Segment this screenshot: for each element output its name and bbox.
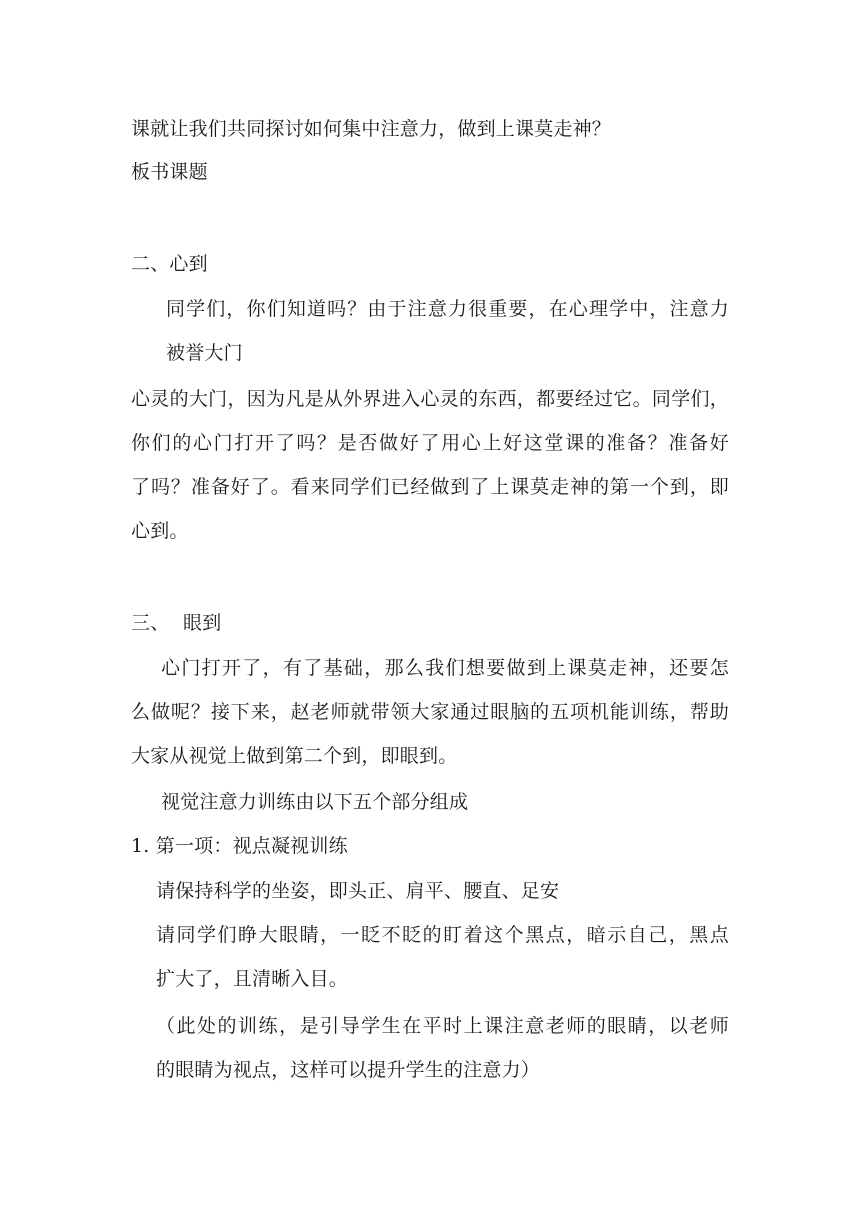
section-3-paragraph-1-line-2: 么做呢？接下来，赵老师就带领大家通过眼脑的五项机能训练，帮助	[131, 701, 729, 723]
section-2-paragraph-2-line-3: 了吗？准备好了。看来同学们已经做到了上课莫走神的第一个到，即	[131, 476, 729, 498]
training-item-1-line-4: （此处的训练，是引导学生在平时上课注意老师的眼睛，以老师	[156, 1015, 729, 1037]
training-item-1-line-3: 扩大了，且清晰入目。	[156, 968, 349, 990]
section-2-paragraph-2-line-2: 你们的心门打开了吗？是否做好了用心上好这堂课的准备？准备好	[131, 432, 729, 454]
section-2-paragraph-1-line-2: 被誉大门	[166, 342, 243, 364]
training-item-1-line-5: 的眼睛为视点，这样可以提升学生的注意力）	[156, 1059, 541, 1081]
section-2-paragraph-2-line-4: 心到。	[131, 520, 189, 542]
section-2-heading: 二、心到	[131, 253, 208, 275]
section-3-paragraph-1-line-3: 大家从视觉上做到第二个到，即眼到。	[131, 745, 458, 767]
training-item-1-title: 1. 第一项：视点凝视训练	[131, 835, 348, 857]
section-3-heading-number: 三、	[131, 612, 170, 634]
intro-line-2: 板书课题	[131, 161, 208, 183]
section-3-heading: 眼到	[183, 612, 222, 634]
intro-line-1: 课就让我们共同探讨如何集中注意力，做到上课莫走神？	[131, 118, 612, 140]
section-2-paragraph-2-line-1: 心灵的大门，因为凡是从外界进入心灵的东西，都要经过它。同学们，	[131, 388, 729, 410]
training-item-1-line-1: 请保持科学的坐姿，即头正、肩平、腰直、足安	[156, 880, 560, 902]
section-2-paragraph-1-line-1: 同学们，你们知道吗？由于注意力很重要，在心理学中，注意力	[166, 298, 729, 320]
section-3-paragraph-1-line-1: 心门打开了，有了基础，那么我们想要做到上课莫走神，还要怎	[161, 657, 729, 679]
training-item-1-line-2: 请同学们睁大眼睛，一眨不眨的盯着这个黑点，暗示自己，黑点	[156, 924, 729, 946]
section-3-paragraph-2: 视觉注意力训练由以下五个部分组成	[161, 791, 469, 813]
